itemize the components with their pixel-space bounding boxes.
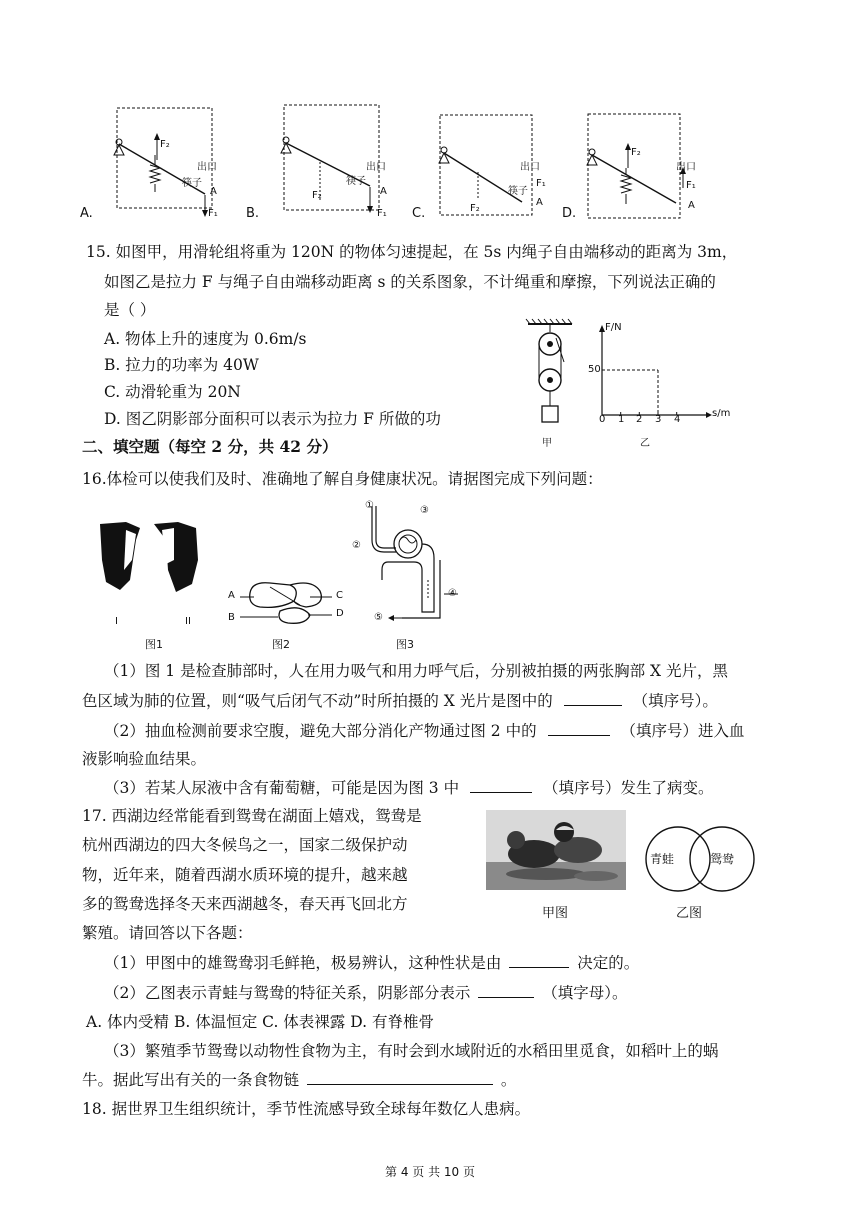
digestive-organs-figure (240, 575, 340, 630)
q15-option-b: B. 拉力的功率为 40W (104, 356, 259, 374)
graph-x-tick-4: 4 (674, 414, 681, 425)
q17-part2-line (104, 982, 628, 1004)
option-b-outlet: 出口 (366, 162, 386, 173)
nephron-label-3: ③ (420, 505, 429, 516)
option-d-label: D. (562, 206, 577, 221)
graph-y-tick-50: 50 (588, 364, 601, 375)
q17-stem-line4: 多的鸳鸯选择冬天来西湖越冬，春天再飞回北方 (82, 895, 408, 913)
option-a-chopsticks: 筷子 (182, 178, 202, 189)
q17-stem-line3: 物，近年来，随着西湖水质环境的提升，越来越 (82, 866, 408, 884)
pulley-figure-caption: 甲 (542, 438, 552, 449)
option-b-label: B. (246, 206, 260, 221)
q16-stem: 16.体检可以使我们及时、准确地了解自身健康状况。请据图完成下列问题： (82, 470, 603, 488)
q16-part3-suffix: （填序号）发生了病变。 (542, 779, 714, 797)
option-c-outlet: 出口 (520, 162, 540, 173)
q17-part3-answer-blank[interactable] (307, 1070, 493, 1085)
duck-photo-caption: 甲图 (542, 906, 569, 921)
q17-part1-suffix: 决定的。 (577, 954, 640, 972)
q17-part3-text: 牛。据此写出有关的一条食物链 (82, 1071, 300, 1089)
option-a-label: A. (80, 206, 93, 221)
q15-option-c: C. 动滑轮重为 20N (104, 383, 241, 401)
option-a-point: A (210, 186, 217, 197)
q17-part2-options: A. 体内受精 B. 体温恒定 C. 体表裸露 D. 有脊椎骨 (86, 1013, 434, 1031)
q17-stem-line1: 17. 西湖边经常能看到鸳鸯在湖面上嬉戏，鸳鸯是 (82, 807, 422, 825)
chest-xray-figure (96, 520, 211, 600)
pulley-system-diagram (520, 318, 580, 438)
q16-part2-line1 (104, 720, 744, 742)
option-a-diagram (100, 100, 240, 225)
q16-part1-answer-blank[interactable] (564, 691, 622, 706)
force-distance-graph (586, 320, 716, 430)
venn-left-label: 青蛙 (650, 852, 675, 866)
q15-stem-line1: 15. 如图甲，用滑轮组将重为 120N 的物体匀速提起，在 5s 内绳子自由端移动的距离为 3m， (86, 243, 738, 261)
option-d-outlet: 出口 (676, 162, 696, 173)
fig1-caption: 图1 (145, 638, 163, 651)
digestive-label-a: A (228, 590, 235, 601)
q15-option-d: D. 图乙阴影部分面积可以表示为拉力 F 所做的功 (104, 410, 441, 428)
venn-caption: 乙图 (676, 906, 703, 921)
q16-part3-answer-blank[interactable] (470, 778, 532, 793)
xray-label-2: II (185, 616, 191, 627)
q16-part1-line2 (82, 690, 718, 712)
option-a-f1: F₁ (208, 208, 218, 219)
nephron-figure (352, 500, 462, 635)
option-d-point: A (688, 200, 695, 211)
option-b-diagram (270, 100, 410, 225)
q17-part2-suffix: （填字母）。 (542, 984, 628, 1002)
nephron-label-2: ② (352, 540, 361, 551)
q16-part1-text: 色区域为肺的位置，则“吸气后闭气不动”时所拍摄的 X 光片是图中的 (82, 692, 553, 710)
page-footer: 第 4 页 共 10 页 (385, 1165, 475, 1179)
q17-part3-suffix: 。 (500, 1071, 517, 1089)
nephron-label-1: ① (365, 500, 374, 511)
q17-part3-line1: （3）繁殖季节鸳鸯以动物性食物为主，有时会到水域附近的水稻田里觅食，如稻叶上的蜗 (104, 1042, 719, 1060)
q17-part1-line (104, 952, 639, 974)
q16-part3-line (104, 777, 713, 799)
q16-part1-suffix: （填序号）。 (632, 692, 718, 710)
q18-stem: 18. 据世界卫生组织统计，季节性流感导致全球每年数亿人患病。 (82, 1100, 531, 1118)
q15-stem-line3: 是（ ） (104, 301, 156, 319)
q17-stem-line2: 杭州西湖边的四大冬候鸟之一，国家二级保护动 (82, 836, 408, 854)
option-b-f2: F₂ (312, 190, 322, 201)
digestive-label-b: B (228, 612, 235, 623)
option-d-f1: F₁ (686, 180, 696, 191)
q16-part2-line2: 液影响验血结果。 (82, 750, 207, 768)
graph-x-tick-0: 0 (599, 414, 606, 425)
q15-option-a: A. 物体上升的速度为 0.6m/s (104, 330, 307, 348)
fig2-caption: 图2 (272, 638, 290, 651)
digestive-label-c: C (336, 590, 343, 601)
xray-label-1: I (115, 616, 118, 627)
q15-stem-line2: 如图乙是拉力 F 与绳子自由端移动距离 s 的关系图象，不计绳重和摩擦，下列说法正确的 (104, 273, 716, 291)
q16-part2-suffix: （填序号）进入血 (620, 722, 745, 740)
q17-part3-line2 (82, 1069, 516, 1091)
venn-right-label: 鸳鸯 (710, 852, 735, 866)
digestive-label-d: D (336, 608, 344, 619)
option-a-outlet: 出口 (197, 162, 217, 173)
graph-y-axis-label: F/N (605, 322, 622, 333)
option-b-chopsticks: 筷子 (346, 176, 366, 187)
q17-part1-text: （1）甲图中的雄鸳鸯羽毛鲜艳，极易辨认，这种性状是由 (104, 954, 502, 972)
option-c-f2: F₂ (470, 203, 480, 214)
q16-part2-text: （2）抽血检测前要求空腹，避免大部分消化产物通过图 2 中的 (104, 722, 537, 740)
q17-part1-answer-blank[interactable] (509, 953, 569, 968)
option-d-f2: F₂ (631, 147, 641, 158)
option-a-f2: F₂ (160, 139, 170, 150)
option-b-point: A (380, 186, 387, 197)
section-fill-in-title: 二、填空题（每空 2 分，共 42 分） (82, 437, 338, 456)
fig3-caption: 图3 (396, 638, 414, 651)
mandarin-duck-photo (486, 810, 626, 890)
graph-x-tick-1: 1 (618, 414, 625, 425)
graph-x-tick-3: 3 (655, 414, 662, 425)
graph-figure-caption: 乙 (640, 438, 650, 449)
option-c-chopsticks: 筷子 (508, 186, 528, 197)
option-c-label: C. (412, 206, 426, 221)
q16-part2-answer-blank[interactable] (548, 721, 610, 736)
option-b-f1: F₁ (377, 208, 387, 219)
nephron-label-4: ④ (448, 588, 457, 599)
q16-part1-line1: （1）图 1 是检查肺部时，人在用力吸气和用力呼气后，分别被拍摄的两张胸部 X 光片，黑 (104, 662, 728, 680)
q17-part2-answer-blank[interactable] (478, 983, 534, 998)
option-c-point: A (536, 197, 543, 208)
q17-part2-text: （2）乙图表示青蛙与鸳鸯的特征关系，阴影部分表示 (104, 984, 471, 1002)
option-c-f1: F₁ (536, 178, 546, 189)
q17-stem-line5: 繁殖。请回答以下各题： (82, 924, 253, 942)
graph-x-axis-label: s/m (712, 408, 731, 419)
q16-part3-text: （3）若某人尿液中含有葡萄糖，可能是因为图 3 中 (104, 779, 460, 797)
nephron-label-5: ⑤ (374, 612, 383, 623)
graph-x-tick-2: 2 (636, 414, 643, 425)
